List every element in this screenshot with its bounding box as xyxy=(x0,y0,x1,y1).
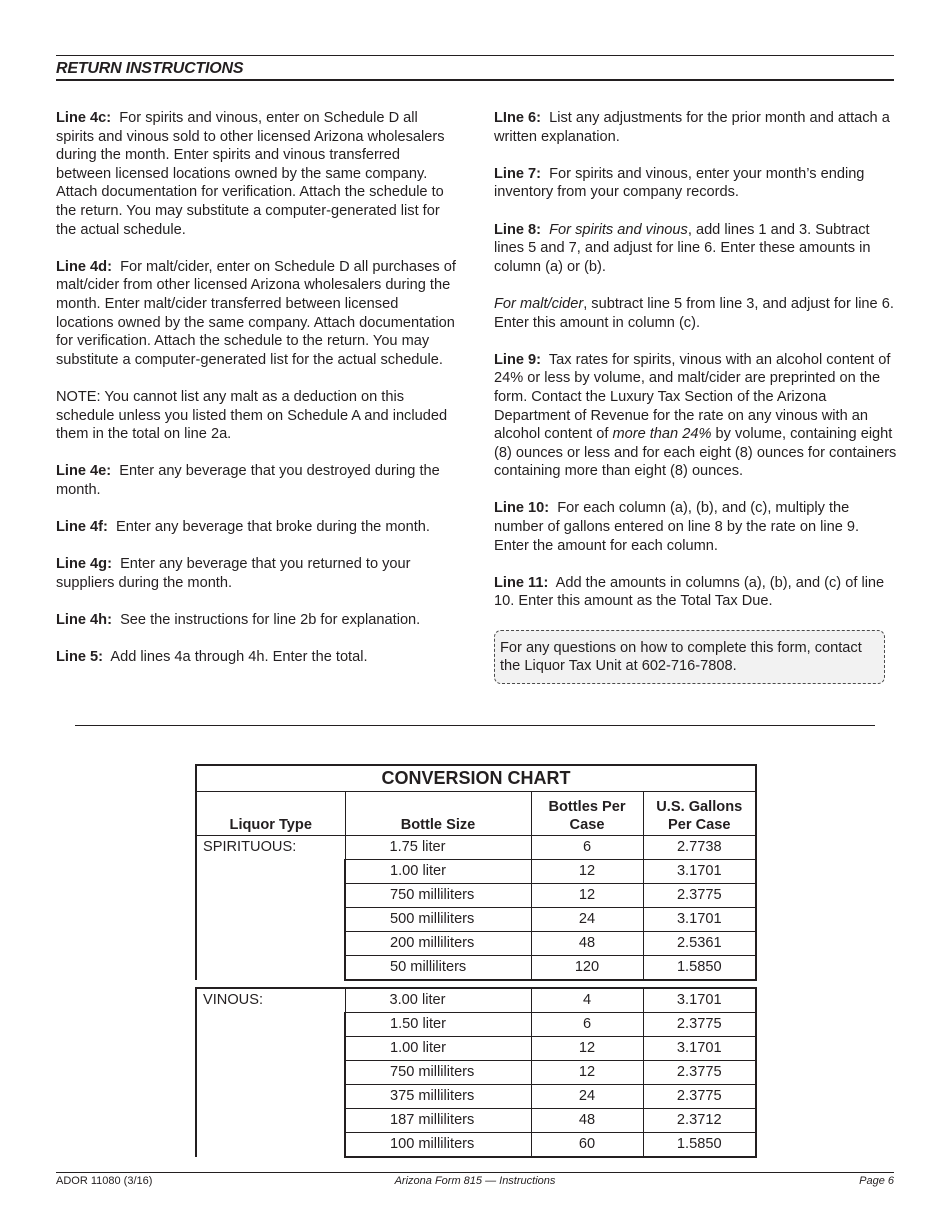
table-row xyxy=(196,836,756,860)
bottle-size: 375 milliliters xyxy=(345,1085,531,1109)
line-8-malt: For malt/cider, subtract line 5 from line 3, and adjust for line 6. Enter this amount in column (c). xyxy=(494,295,894,331)
conversion-chart xyxy=(195,764,755,1158)
header-gallons-per-case: U.S. Gallons Per Case xyxy=(643,792,756,836)
bottle-size: 1.75 liter xyxy=(345,836,531,860)
bottle-size: 750 milliliters xyxy=(345,884,531,908)
header-bottle-size: Bottle Size xyxy=(345,792,531,836)
line-9: Line 9: Tax rates for spirits, vinous with an alcohol content of 24% or less by volume, and malt/cider are preprinted on the form. Contact the Luxury Tax Section of the Arizona Department of Revenue for the rate on any vinous with an alcohol content of more than 24% by volume, containing eight (8) ounces or less and for each eight (8) ounces for containers containing more than eight (8) ounces. xyxy=(494,351,897,480)
conversion-table xyxy=(195,764,757,981)
bottles-per-case: 6 xyxy=(531,836,643,860)
line-6: LIne 6: List any adjustments for the prior month and attach a written explanation. xyxy=(494,110,890,145)
contact-box: For any questions on how to complete this form, contact the Liquor Tax Unit at 602-716-7808. xyxy=(494,630,885,684)
line-11: Line 11: Add the amounts in columns (a), (b), and (c) of line 10. Enter this amount as the Total Tax Due. xyxy=(494,574,885,610)
bottles-per-case: 48 xyxy=(531,1109,643,1133)
footer-rule xyxy=(56,1172,894,1173)
line-4f: Line 4f: Enter any beverage that broke during the month. xyxy=(56,519,430,536)
bottle-size: 100 milliliters xyxy=(345,1133,531,1158)
line-4d: Line 4d: For malt/cider, enter on Schedule D all purchases of malt/cider from other licensed Arizona wholesalers during the month. Enter malt/cider transferred between licensed locations owned by the same company. Attach documentation for verification. Attach the schedule to the return. You may substitute a computer-generated list for the actual schedule. xyxy=(56,258,456,368)
gallons-per-case: 1.5850 xyxy=(643,956,756,981)
bottles-per-case: 6 xyxy=(531,1013,643,1037)
bottles-per-case: 60 xyxy=(531,1133,643,1158)
left-column xyxy=(56,109,456,685)
line-5: Line 5: Add lines 4a through 4h. Enter the total. xyxy=(56,649,368,666)
bottle-size: 200 milliliters xyxy=(345,932,531,956)
bottle-size: 1.00 liter xyxy=(345,1037,531,1061)
note: NOTE: You cannot list any malt as a deduction on this schedule unless you listed them on Schedule A and included them in the total on line 2a. xyxy=(56,388,448,443)
section-title: RETURN INSTRUCTIONS xyxy=(56,59,894,81)
spirituous-group xyxy=(196,836,756,981)
table-row xyxy=(196,988,756,1013)
liquor-type-spirituous: SPIRITUOUS: xyxy=(196,836,345,981)
top-rule xyxy=(56,55,894,56)
gallons-per-case: 2.7738 xyxy=(643,836,756,860)
conversion-table-vinous xyxy=(195,987,757,1158)
header-bottles-per-case: Bottles Per Case xyxy=(531,792,643,836)
gallons-per-case: 2.5361 xyxy=(643,932,756,956)
gallons-per-case: 2.3775 xyxy=(643,1061,756,1085)
bottle-size: 50 milliliters xyxy=(345,956,531,981)
chart-title: CONVERSION CHART xyxy=(196,765,756,792)
bottles-per-case: 48 xyxy=(531,932,643,956)
line-4h: Line 4h: See the instructions for line 2b for explanation. xyxy=(56,612,421,629)
header-liquor-type: Liquor Type xyxy=(196,792,345,836)
bottle-size: 1.50 liter xyxy=(345,1013,531,1037)
footer-form-name: Arizona Form 815 — Instructions xyxy=(394,1175,556,1187)
line-7: Line 7: For spirits and vinous, enter your month’s ending inventory from your company records. xyxy=(494,165,865,201)
bottles-per-case: 12 xyxy=(531,860,643,884)
bottle-size: 1.00 liter xyxy=(345,860,531,884)
gallons-per-case: 3.1701 xyxy=(643,1037,756,1061)
gallons-per-case: 3.1701 xyxy=(643,860,756,884)
line-4g: Line 4g: Enter any beverage that you returned to your suppliers during the month. xyxy=(56,556,411,591)
gallons-per-case: 2.3775 xyxy=(643,1013,756,1037)
section-divider xyxy=(75,725,875,726)
bottles-per-case: 24 xyxy=(531,1085,643,1109)
gallons-per-case: 2.3712 xyxy=(643,1109,756,1133)
right-column xyxy=(494,109,898,684)
bottle-size: 500 milliliters xyxy=(345,908,531,932)
vinous-group xyxy=(196,988,756,1157)
bottle-size: 187 milliliters xyxy=(345,1109,531,1133)
gallons-per-case: 1.5850 xyxy=(643,1133,756,1158)
bottles-per-case: 12 xyxy=(531,1037,643,1061)
line-4c: Line 4c: For spirits and vinous, enter on Schedule D all spirits and vinous sold to other licensed Arizona wholesalers during the month. Enter spirits and vinous transferred between licensed locations owned by the same company. Attach documentation for verification. Attach the schedule to the return. You may substitute a computer-generated list for the actual schedule. xyxy=(56,110,445,238)
footer-page-number: Page 6 xyxy=(859,1175,894,1187)
gallons-per-case: 3.1701 xyxy=(643,988,756,1013)
gallons-per-case: 2.3775 xyxy=(643,884,756,908)
gallons-per-case: 2.3775 xyxy=(643,1085,756,1109)
bottles-per-case: 12 xyxy=(531,1061,643,1085)
line-10: Line 10: For each column (a), (b), and (c), multiply the number of gallons entered on line 8 by the rate on line 9. Enter the amount for each column. xyxy=(494,500,860,554)
bottle-size: 750 milliliters xyxy=(345,1061,531,1085)
bottles-per-case: 4 xyxy=(531,988,643,1013)
line-8: Line 8: For spirits and vinous, add lines 1 and 3. Subtract lines 5 and 7, and adjust for line 6. Enter these amounts in column (a) or (b). xyxy=(494,221,871,275)
gallons-per-case: 3.1701 xyxy=(643,908,756,932)
line-4e: Line 4e: Enter any beverage that you destroyed during the month. xyxy=(56,463,440,498)
bottles-per-case: 12 xyxy=(531,884,643,908)
bottles-per-case: 120 xyxy=(531,956,643,981)
liquor-type-vinous: VINOUS: xyxy=(196,988,345,1157)
bottle-size: 3.00 liter xyxy=(345,988,531,1013)
bottles-per-case: 24 xyxy=(531,908,643,932)
footer-form-id: ADOR 11080 (3/16) xyxy=(56,1175,153,1187)
